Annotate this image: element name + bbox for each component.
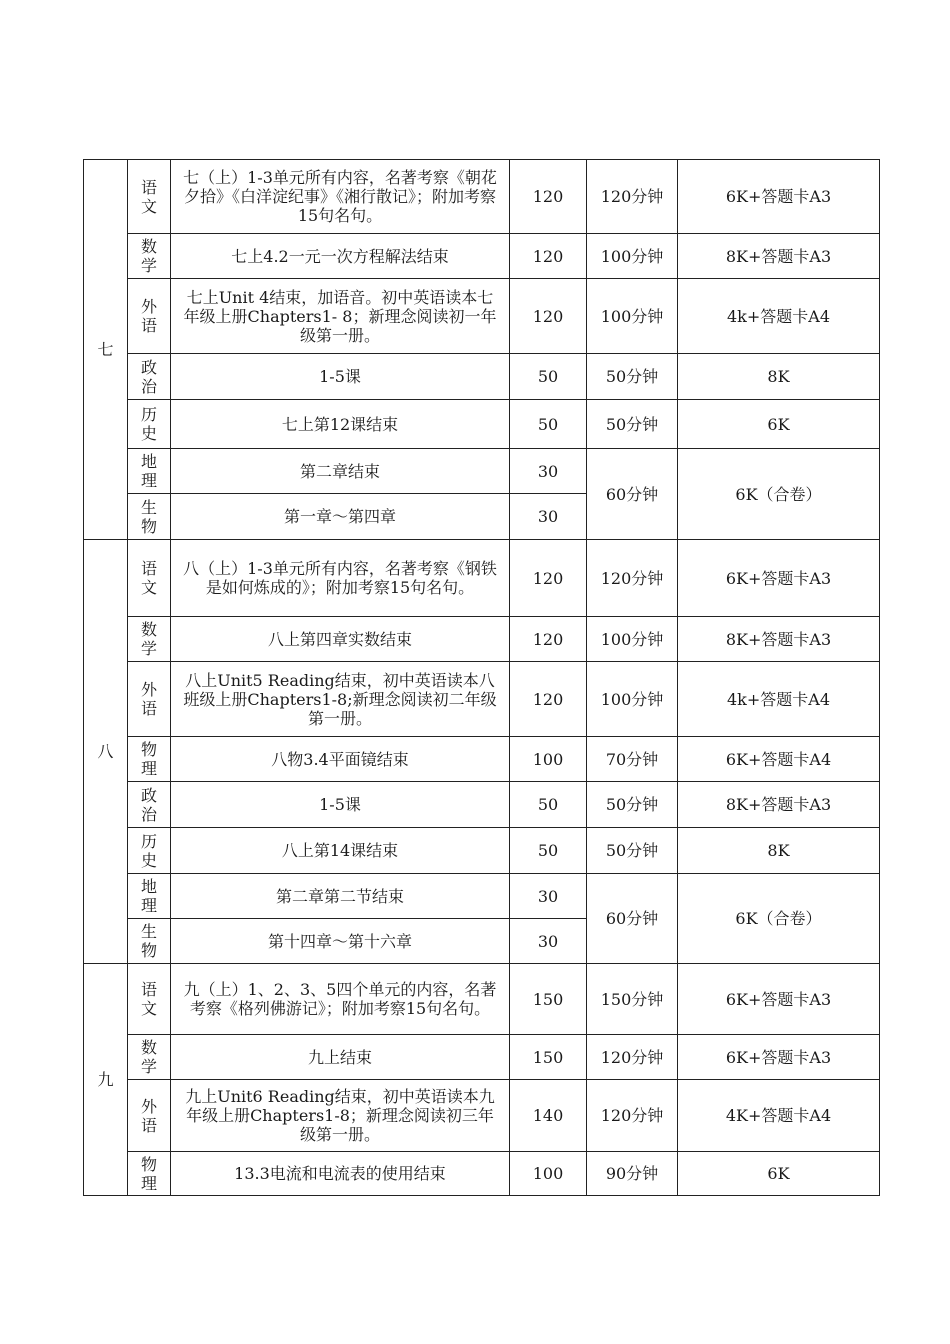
subject-cell: 语 文	[128, 160, 171, 234]
time-cell: 120分钟	[587, 1080, 678, 1152]
paper-cell: 6K+答题卡A3	[678, 540, 880, 617]
score-cell: 120	[510, 617, 587, 662]
score-cell: 30	[510, 919, 587, 964]
paper-cell: 8K+答题卡A3	[678, 782, 880, 828]
time-cell: 50分钟	[587, 828, 678, 874]
paper-cell: 8K+答题卡A3	[678, 234, 880, 279]
content-cell: 第一章～第四章	[171, 494, 510, 540]
content-cell: 八上第四章实数结束	[171, 617, 510, 662]
table-row	[84, 874, 880, 919]
time-cell: 100分钟	[587, 617, 678, 662]
grade-cell: 七	[84, 160, 128, 540]
score-cell: 150	[510, 1035, 587, 1080]
subject-cell: 地 理	[128, 449, 171, 494]
subject-cell: 数 学	[128, 234, 171, 279]
subject-cell: 外 语	[128, 1080, 171, 1152]
subject-cell: 政 治	[128, 782, 171, 828]
paper-cell: 4k+答题卡A4	[678, 279, 880, 354]
score-cell: 50	[510, 782, 587, 828]
score-cell: 50	[510, 400, 587, 449]
table-row	[84, 964, 880, 1035]
paper-cell: 8K	[678, 354, 880, 400]
subject-cell: 外 语	[128, 279, 171, 354]
table-row	[84, 160, 880, 234]
score-cell: 120	[510, 279, 587, 354]
content-cell: 七上4.2一元一次方程解法结束	[171, 234, 510, 279]
paper-cell: 4K+答题卡A4	[678, 1080, 880, 1152]
content-cell: 九上结束	[171, 1035, 510, 1080]
content-cell: 1-5课	[171, 354, 510, 400]
subject-cell: 数 学	[128, 617, 171, 662]
subject-cell: 数 学	[128, 1035, 171, 1080]
score-cell: 50	[510, 828, 587, 874]
subject-cell: 语 文	[128, 540, 171, 617]
score-cell: 140	[510, 1080, 587, 1152]
time-cell: 90分钟	[587, 1152, 678, 1196]
time-cell: 150分钟	[587, 964, 678, 1035]
paper-cell: 6K（合卷）	[678, 449, 880, 540]
time-cell: 120分钟	[587, 160, 678, 234]
time-cell: 50分钟	[587, 782, 678, 828]
paper-cell: 6K（合卷）	[678, 874, 880, 964]
table-row	[84, 354, 880, 400]
score-cell: 120	[510, 540, 587, 617]
time-cell: 50分钟	[587, 354, 678, 400]
subject-cell: 生 物	[128, 494, 171, 540]
content-cell: 八上Unit5 Reading结束，初中英语读本八班级上册Chapters1-8;新理念阅读初二年级第一册。	[171, 662, 510, 737]
subject-cell: 历 史	[128, 828, 171, 874]
table-row	[84, 449, 880, 494]
time-cell: 70分钟	[587, 737, 678, 782]
table-row	[84, 782, 880, 828]
score-cell: 30	[510, 494, 587, 540]
grade-cell: 八	[84, 540, 128, 964]
time-cell: 60分钟	[587, 449, 678, 540]
content-cell: 九上Unit6 Reading结束，初中英语读本九年级上册Chapters1-8；新理念阅读初三年级第一册。	[171, 1080, 510, 1152]
time-cell: 100分钟	[587, 234, 678, 279]
subject-cell: 政 治	[128, 354, 171, 400]
score-cell: 30	[510, 449, 587, 494]
exam-schedule-table	[83, 159, 880, 1196]
content-cell: 九（上）1、2、3、5四个单元的内容，名著考察《格列佛游记》；附加考察15句名句。	[171, 964, 510, 1035]
table-row	[84, 662, 880, 737]
paper-cell: 8K	[678, 828, 880, 874]
paper-cell: 6K+答题卡A3	[678, 1035, 880, 1080]
content-cell: 第二章第二节结束	[171, 874, 510, 919]
content-cell: 八上第14课结束	[171, 828, 510, 874]
table-row	[84, 279, 880, 354]
content-cell: 第二章结束	[171, 449, 510, 494]
table-row	[84, 1080, 880, 1152]
score-cell: 30	[510, 874, 587, 919]
table-row	[84, 234, 880, 279]
score-cell: 100	[510, 737, 587, 782]
subject-cell: 物 理	[128, 1152, 171, 1196]
score-cell: 150	[510, 964, 587, 1035]
score-cell: 120	[510, 160, 587, 234]
content-cell: 七（上）1-3单元所有内容，名著考察《朝花夕拾》《白洋淀纪事》《湘行散记》；附加考察15句名句。	[171, 160, 510, 234]
subject-cell: 生 物	[128, 919, 171, 964]
table-row	[84, 617, 880, 662]
subject-cell: 历 史	[128, 400, 171, 449]
time-cell: 100分钟	[587, 662, 678, 737]
score-cell: 120	[510, 662, 587, 737]
paper-cell: 6K	[678, 1152, 880, 1196]
table-row	[84, 737, 880, 782]
table-row	[84, 400, 880, 449]
score-cell: 100	[510, 1152, 587, 1196]
paper-cell: 4k+答题卡A4	[678, 662, 880, 737]
subject-cell: 地 理	[128, 874, 171, 919]
paper-cell: 6K+答题卡A3	[678, 964, 880, 1035]
table-row	[84, 540, 880, 617]
content-cell: 八物3.4平面镜结束	[171, 737, 510, 782]
paper-cell: 6K	[678, 400, 880, 449]
content-cell: 七上第12课结束	[171, 400, 510, 449]
content-cell: 八（上）1-3单元所有内容，名著考察《钢铁是如何炼成的》；附加考察15句名句。	[171, 540, 510, 617]
table-row	[84, 1152, 880, 1196]
content-cell: 第十四章～第十六章	[171, 919, 510, 964]
time-cell: 100分钟	[587, 279, 678, 354]
score-cell: 120	[510, 234, 587, 279]
grade-cell: 九	[84, 964, 128, 1196]
table-row	[84, 828, 880, 874]
time-cell: 120分钟	[587, 1035, 678, 1080]
content-cell: 1-5课	[171, 782, 510, 828]
table-row	[84, 1035, 880, 1080]
score-cell: 50	[510, 354, 587, 400]
time-cell: 50分钟	[587, 400, 678, 449]
content-cell: 13.3电流和电流表的使用结束	[171, 1152, 510, 1196]
time-cell: 60分钟	[587, 874, 678, 964]
subject-cell: 物 理	[128, 737, 171, 782]
content-cell: 七上Unit 4结束，加语音。初中英语读本七年级上册Chapters1- 8；新理念阅读初一年级第一册。	[171, 279, 510, 354]
paper-cell: 6K+答题卡A4	[678, 737, 880, 782]
paper-cell: 6K+答题卡A3	[678, 160, 880, 234]
subject-cell: 语 文	[128, 964, 171, 1035]
subject-cell: 外 语	[128, 662, 171, 737]
paper-cell: 8K+答题卡A3	[678, 617, 880, 662]
time-cell: 120分钟	[587, 540, 678, 617]
